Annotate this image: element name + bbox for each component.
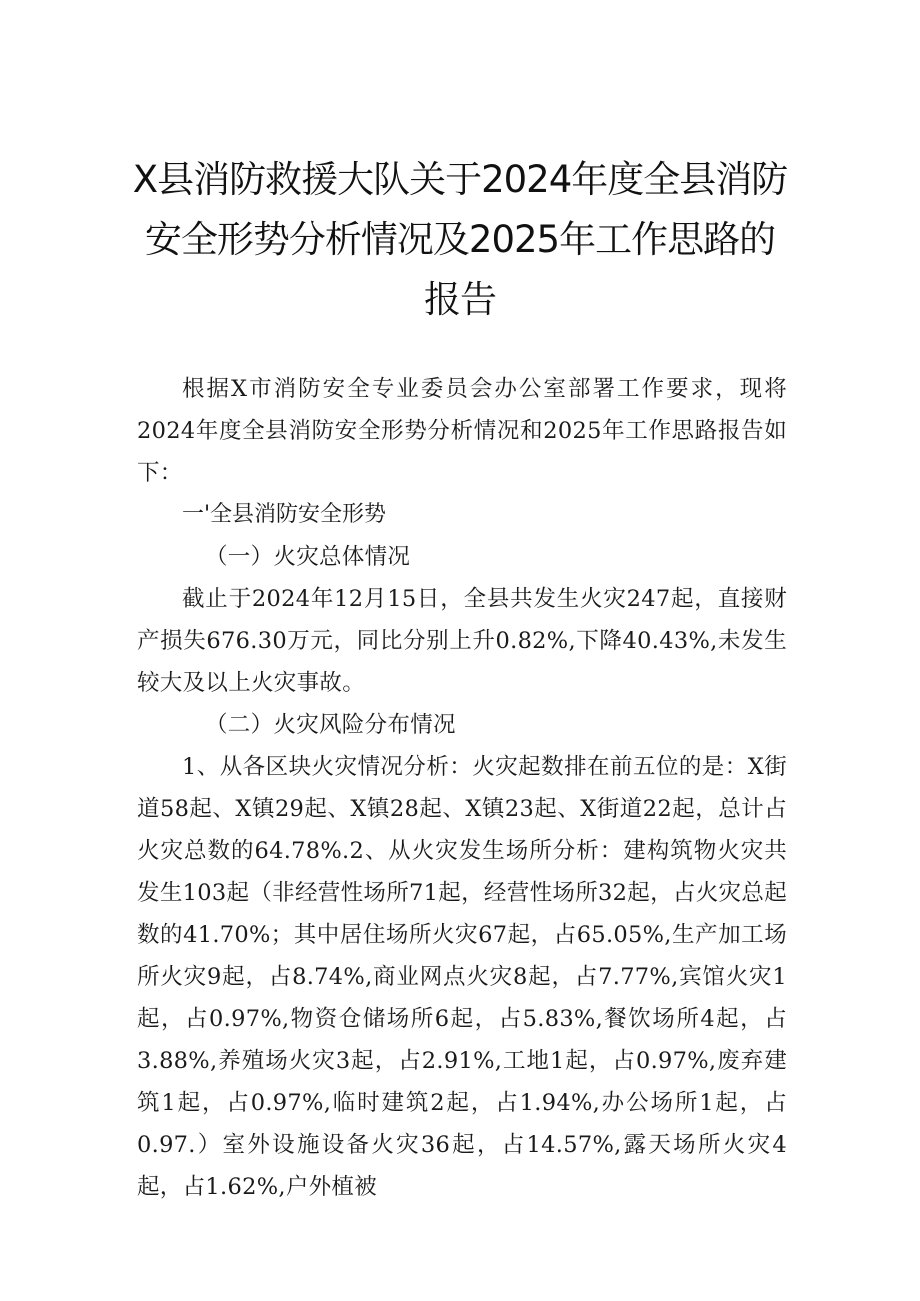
document-body bbox=[137, 368, 787, 1208]
intro-paragraph: 根据X市消防安全专业委员会办公室部署工作要求，现将2024年度全县消防安全形势分析情况和2025年工作思路报告如下： bbox=[137, 376, 787, 486]
subsection-heading-2: （二）火灾风险分布情况 bbox=[205, 712, 456, 738]
subsection-heading-1: （一）火灾总体情况 bbox=[205, 544, 411, 570]
fire-risk-paragraph: 1、从各区块火灾情况分析：火灾起数排在前五位的是：X街道58起、X镇29起、X镇28起、X镇23起、X街道22起，总计占火灾总数的64.78%.2、从火灾发生场所分析：建构筑物火灾共发生103起（非经营性场所71起，经营性场所32起，占火灾总起数的41.70%；其中居住场所火灾67起，占65.05%,生产加工场所火灾9起，占8.74%,商业网点火灾8起，占7.77%,宾馆火灾1起，占0.97%,物资仓储场所6起，占5.83%,餐饮场所4起，占3.88%,养殖场火灾3起，占2.91%,工地1起，占0.97%,废弃建筑1起，占0.97%,临时建筑2起，占1.94%,办公场所1起，占0.97.）室外设施设备火灾36起，占14.57%,露天场所火灾4起，占1.62%,户外植被 bbox=[137, 754, 787, 1200]
section-heading-1: 一'全县消防安全形势 bbox=[182, 502, 387, 527]
fire-overview-paragraph: 截止于2024年12月15日，全县共发生火灾247起，直接财产损失676.30万元，同比分别上升0.82%,下降40.43%,未发生较大及以上火灾事故。 bbox=[137, 586, 787, 696]
document-title: X县消防救援大队关于2024年度全县消防安全形势分析情况及2025年工作思路的报告 bbox=[132, 158, 788, 321]
